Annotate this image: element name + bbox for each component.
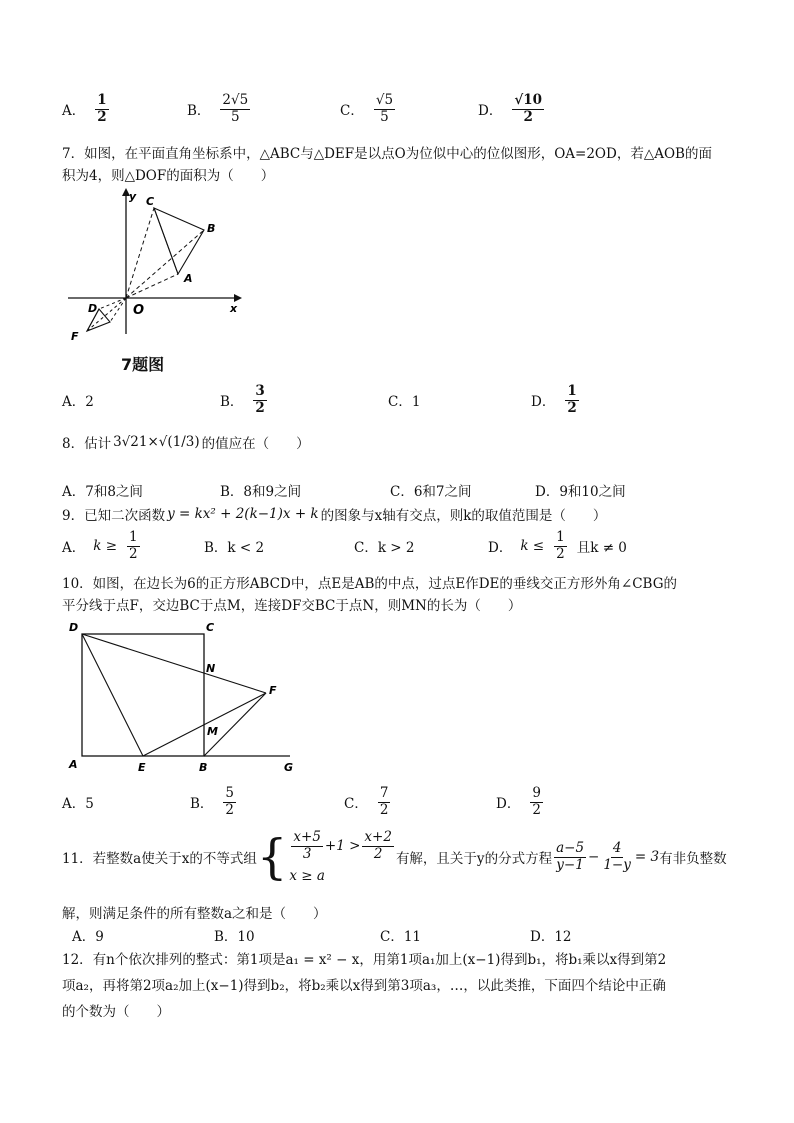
q7-label-c: C (146, 195, 155, 208)
q10-line1: 10．如图，在边长为6的正方形ABCD中，点E是AB的中点，过点E作DE的垂线交正方形外角∠CBG的 (62, 576, 677, 592)
q8-option-c: C．6和7之间 (390, 484, 472, 500)
q8-stem: 8．估计 3√21×√(1/3) 的值应在（ ） (62, 434, 310, 452)
q10-option-d: D． $\frac{9}{2}$ (496, 785, 541, 818)
q8-expression: 3√21×√(1/3) (113, 434, 200, 450)
q7-label-b: B (207, 222, 216, 235)
q7-option-a: A．2 (62, 394, 94, 411)
q6-option-b: B． $\frac{2√5}{5}$ (187, 92, 249, 125)
q7-label-x: x (230, 302, 238, 315)
q11-options (62, 925, 572, 945)
q11-option-b: B．10 (214, 929, 255, 945)
q10-label-m: M (207, 725, 218, 738)
q10-label-g: G (284, 761, 294, 774)
q7-label-a: A (184, 272, 193, 285)
q10-label-a: A (69, 758, 78, 771)
q8-options (62, 480, 626, 500)
q10-option-b: B． $\frac{5}{2}$ (190, 785, 235, 818)
q10-label-f: F (269, 684, 277, 697)
q11-stem: 11．若整数a使关于x的不等式组 { $\frac{x+5}{3}$ +1 > $\frac{x+2}{2}$ x ≥ a 有解，且关于y的分式方程 $\frac{a-5}{y-1}$ − $\frac{4}{1-y}$ = 3 有非负整数 (62, 829, 727, 886)
q11-option-c: C．11 (380, 929, 422, 945)
q10-options (62, 786, 545, 818)
q7-label-y: y (129, 190, 137, 203)
q9-option-a: A． k ≥ $\frac{1}{2}$ (62, 529, 138, 562)
q10-option-a: A．5 (62, 796, 94, 813)
q7-figure (62, 188, 252, 348)
q11-inequality-system: { $\frac{x+5}{3}$ +1 > $\frac{x+2}{2}$ x ≥ a (256, 829, 392, 886)
q7-options (62, 384, 581, 416)
q11-option-d: D．12 (530, 929, 572, 945)
q10-option-c: C． $\frac{7}{2}$ (344, 785, 389, 818)
q10-figure (62, 618, 312, 780)
q8-option-d: D．9和10之间 (535, 484, 626, 500)
q10-label-d: D (69, 621, 79, 634)
q7-line1: 7．如图，在平面直角坐标系中，△ABC与△DEF是以点O为位似中心的位似图形，OA=2OD，若△AOB的面 (62, 146, 712, 162)
q10-label-b: B (199, 761, 208, 774)
q11-fraction-equation: $\frac{a-5}{y-1}$ − $\frac{4}{1-y}$ = 3 (556, 840, 660, 873)
q7-label-d: D (88, 302, 98, 315)
q9-option-b: B．k < 2 (204, 540, 265, 557)
q12-line3: 的个数为（ ） (62, 1004, 170, 1020)
q10-label-e: E (138, 761, 146, 774)
q9-options (62, 530, 627, 562)
q6-option-a: A． $\frac{1}{2}$ (62, 92, 107, 125)
q7-figure-caption: 7题图 (121, 355, 165, 374)
q10-line2: 平分线于点F，交边BC于点M，连接DF交BC于点N，则MN的长为（ ） (62, 598, 522, 614)
q8-option-a: A．7和8之间 (62, 484, 143, 500)
q8-option-b: B．8和9之间 (220, 484, 302, 500)
q6-option-d: D． $\frac{√10}{2}$ (478, 92, 542, 125)
q9-stem: 9．已知二次函数 y = kx² + 2(k−1)x + k 的图象与x轴有交点，则k的取值范围是（ ） (62, 506, 607, 524)
q9-option-d: D． k ≤ $\frac{1}{2}$ 且k ≠ 0 (488, 529, 627, 562)
q9-option-c: C．k > 2 (354, 540, 415, 557)
q7-option-b: B． $\frac{3}{2}$ (220, 383, 265, 416)
q10-label-n: N (206, 662, 216, 675)
q7-option-d: D． $\frac{1}{2}$ (531, 383, 577, 416)
q10-label-c: C (206, 621, 215, 634)
q9-function: y = kx² + 2(k−1)x + k (167, 506, 319, 522)
q7-label-f: F (71, 330, 79, 343)
q11-option-a: A．9 (72, 929, 104, 945)
q7-option-c: C．1 (388, 394, 421, 411)
q7-line2: 积为4，则△DOF的面积为（ ） (62, 168, 275, 184)
q12-line1: 12．有n个依次排列的整式：第1项是a₁ = x² − x，用第1项a₁加上(x−1)得到b₁，将b₁乘以x得到第2 (62, 952, 667, 968)
q11-line2: 解，则满足条件的所有整数a之和是（ ） (62, 906, 327, 922)
q6-option-c: C． $\frac{√5}{5}$ (340, 92, 394, 125)
q12-line2: 项a₂，再将第2项a₂加上(x−1)得到b₂，将b₂乘以x得到第3项a₃，…，以此类推，下面四个结论中正确 (62, 978, 666, 994)
q6-options (62, 93, 546, 125)
q7-label-o: O (133, 303, 145, 318)
